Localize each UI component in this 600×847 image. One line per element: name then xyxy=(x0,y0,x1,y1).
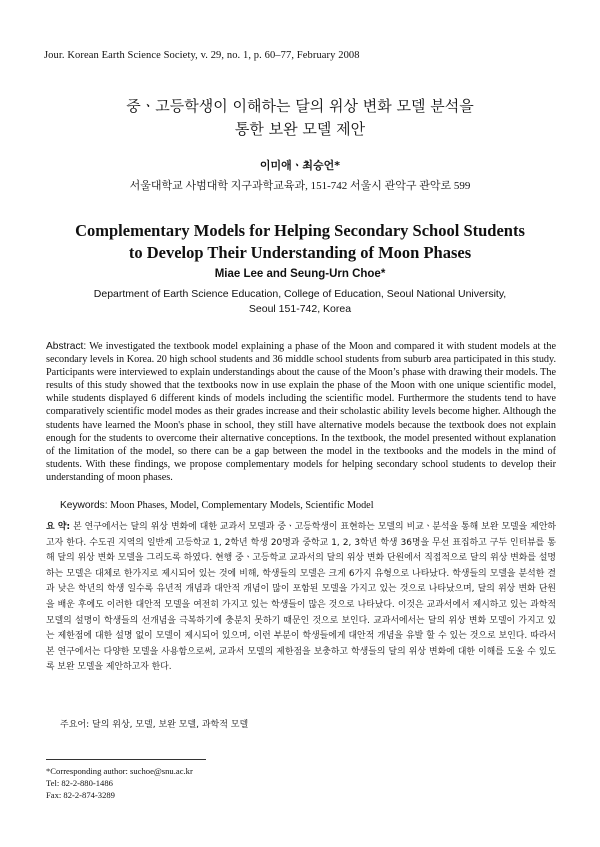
fax: Fax: 82-2-874-3289 xyxy=(46,789,115,800)
korean-abstract xyxy=(46,520,556,676)
korean-title-line-2: 통한 보완 모델 제안 xyxy=(234,120,366,138)
abstract xyxy=(46,340,556,484)
korean-title xyxy=(0,95,600,141)
abstract-text: We investigated the textbook model explaining a phase of the Moon and compared it with student models at the secondary levels in Korea. 20 high school students and 36 middle school students from suburb area participated in this study. Participants were interviewed to explain understandings about the cause of the Moon’s phase with drawing their models. The results of this study showed that the textbooks now in use explain the phase of the Moon with one unique scientific model, while students displayed 6 different kinds of models including the scientific model. Furthermore the students tend to have comparatively scientific model modes as their grades increase and their scholastic ability levels become higher. Although the students have learned the Moon's phase in school, they still have alternative models because the textbook does not explain enough for the students to overcome their alternative conceptions. In the textbook, the model presented without explanation of the limitation of the model, so there can be a gap between the model in the textbooks and the models in the mind of students. With these findings, we propose complementary models for helping secondary school students to develop their understanding of moon phases. xyxy=(46,341,556,483)
korean-keywords xyxy=(60,717,248,730)
english-affiliation-line-2: Seoul 151-742, Korea xyxy=(248,303,352,315)
korean-title-line-1: 중ㆍ고등학생이 이해하는 달의 위상 변화 모델 분석을 xyxy=(126,97,474,115)
english-title-line-2: to Develop Their Understanding of Moon Phases xyxy=(128,243,472,262)
keywords-label: Keywords: xyxy=(60,500,108,511)
keywords xyxy=(60,500,374,511)
korean-keywords-label: 주요어: xyxy=(60,720,90,730)
english-title xyxy=(0,220,600,264)
footnote-divider xyxy=(46,759,206,760)
journal-reference: Jour. Korean Earth Science Society, v. 29, no. 1, p. 60–77, February 2008 xyxy=(44,50,360,61)
keywords-text: Moon Phases, Model, Complementary Models, Scientific Model xyxy=(110,500,374,511)
telephone: Tel: 82-2-880-1486 xyxy=(46,777,113,788)
english-authors: Miae Lee and Seung-Urn Choe* xyxy=(214,268,386,280)
abstract-label: Abstract: xyxy=(46,341,87,352)
english-affiliation xyxy=(0,287,600,317)
korean-authors: 이미애ㆍ최승언* xyxy=(259,159,341,172)
corresponding-author: *Corresponding author: suchoe@snu.ac.kr xyxy=(46,766,193,776)
korean-abstract-label: 요 약: xyxy=(46,522,71,532)
footnotes xyxy=(46,766,193,801)
korean-abstract-text: 본 연구에서는 달의 위상 변화에 대한 교과서 모델과 중ㆍ고등학생이 표현하는 모델의 비교ㆍ분석을 통해 보완 모델을 제안하고자 한다. 수도권 지역의 일반계 고등학교 1, 2학년 학생 20명과 중학교 1, 2, 3학년 학생 36명을 무선 표집하고 구두 인터뷰를 통해 달의 위상 변화 모델을 그리도록 하였다. 현행 중ㆍ고등학교 교과서의 달의 위상 변화 단원에서 직접적으로 달의 위상 변화를 설명하는 모델은 대체로 한가지로 제시되어 있는 것에 비해, 학생들의 모델은 크게 6가지 유형으로 나타났다. 학생들의 모델을 분석한 결과 낮은 학년의 학생 일수록 유년적 개념과 대안적 개념이 많이 포함된 모델을 가지고 있는 것으로 나타났으며, 달의 위상 변화 단원을 배운 후에도 이러한 대안적 모델을 여전히 가지고 있는 학생들이 많은 것으로 나타났다. 이것은 교과서에서 제시하고 있는 과학적 모델의 설명이 학생들의 선개념을 극복하기에 충분치 못하기 때문인 것으로 보인다. 교과서에서는 달의 위상 변화 모델이 가지고 있는 제한점에 대한 설명 없이 모델이 제시되어 있으며, 이런 부분이 학생들에게 대안적 개념을 유발 할 수 있는 것으로 보인다. 따라서 본 연구에서는 다양한 모델을 사용함으로써, 교과서 모델의 제한점을 보충하고 학생들의 달의 위상 변화에 대한 이해를 도울 수 있도록 보완 모델을 제안하고자 한다. xyxy=(46,522,556,673)
korean-keywords-text: 달의 위상, 모델, 보완 모델, 과학적 모델 xyxy=(92,720,249,730)
english-title-line-1: Complementary Models for Helping Secondary School Students xyxy=(75,221,525,240)
english-affiliation-line-1: Department of Earth Science Education, College of Education, Seoul National University, xyxy=(93,288,507,300)
korean-affiliation: 서울대학교 사범대학 지구과학교육과, 151-742 서울시 관악구 관악로 599 xyxy=(129,180,471,192)
